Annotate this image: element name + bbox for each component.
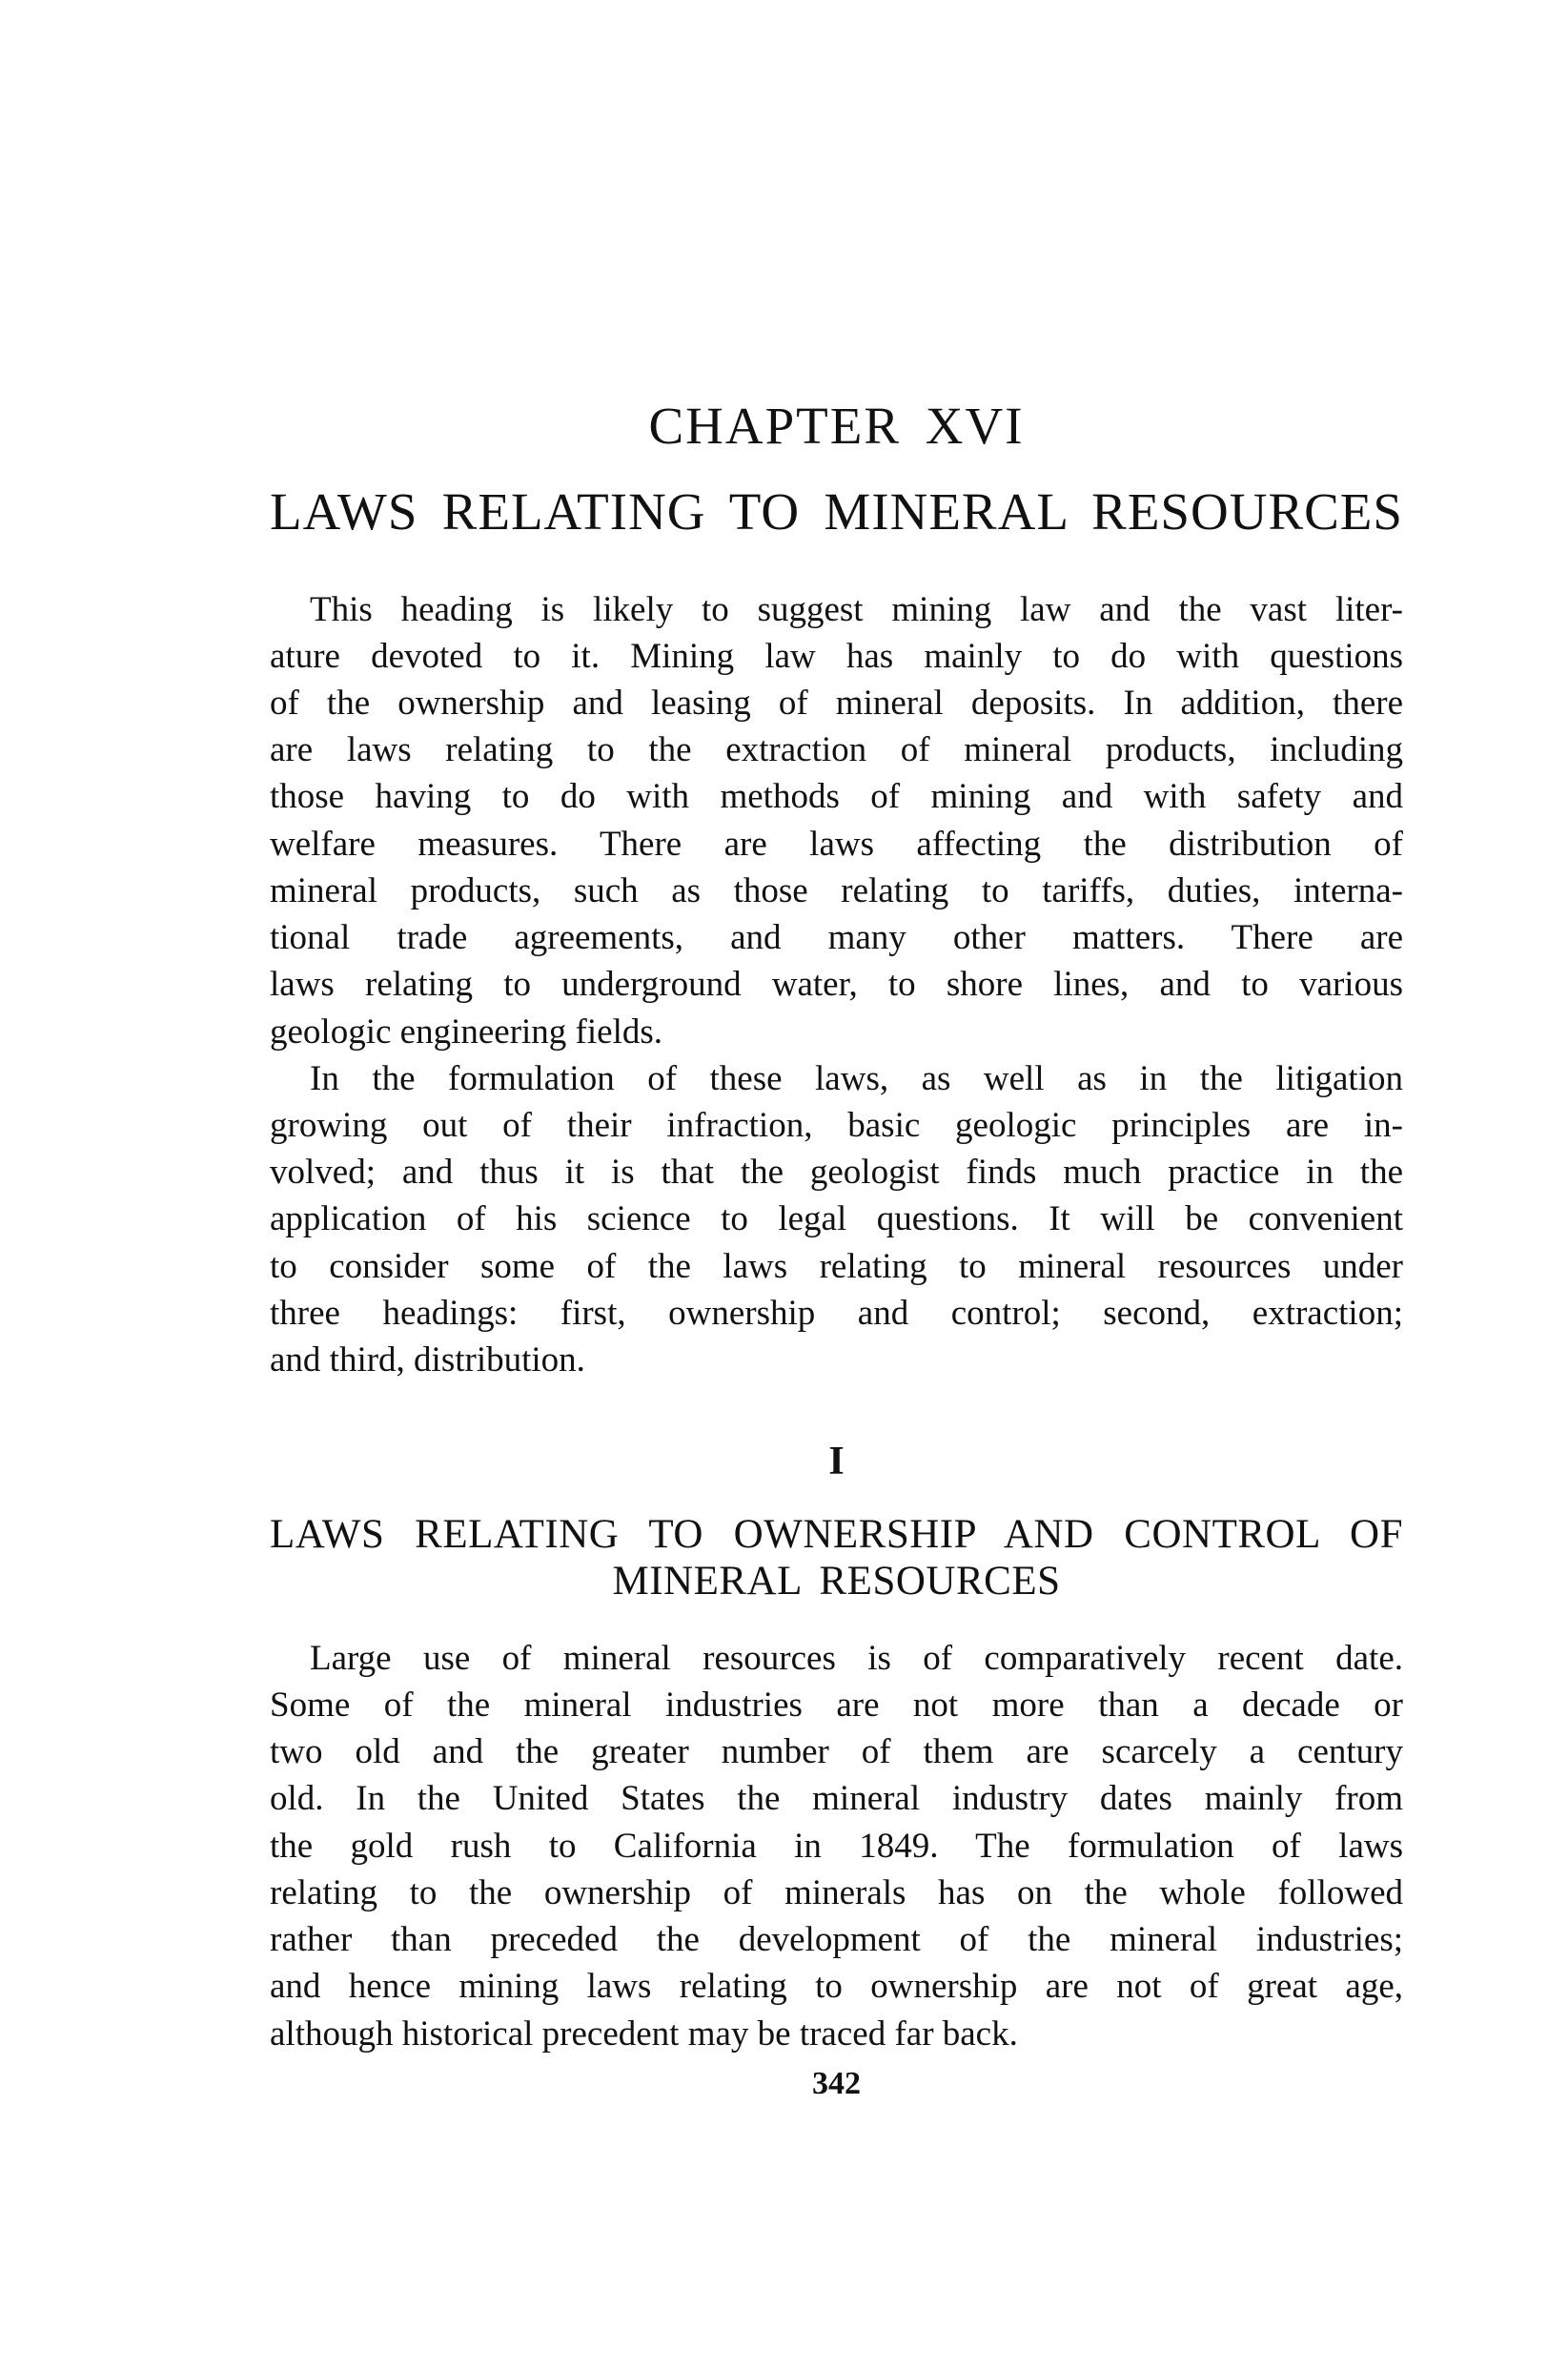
text-line: are laws relating to the extraction of mineral products, including xyxy=(270,730,1403,769)
text-line: laws relating to underground water, to shore lines, and to various xyxy=(270,965,1403,1004)
text-line: mineral products, such as those relating to tariffs, duties, interna- xyxy=(270,871,1403,910)
text-line: old. In the United States the mineral industry dates mainly from xyxy=(270,1779,1403,1818)
text-line: three headings: first, ownership and control; second, extraction; xyxy=(270,1294,1403,1333)
text-line: rather than preceded the development of the mineral industries; xyxy=(270,1920,1403,1959)
chapter-title xyxy=(270,482,1403,541)
text-line: the gold rush to California in 1849. The formulation of laws xyxy=(270,1827,1403,1866)
text-line: welfare measures. There are laws affecting the distribution of xyxy=(270,825,1403,864)
text-line: This heading is likely to suggest mining law and the vast liter- xyxy=(310,590,1403,629)
text-line: growing out of their infraction, basic geologic principles are in- xyxy=(270,1106,1403,1145)
page-number: 342 xyxy=(812,2066,861,2101)
text-line: of the ownership and leasing of mineral deposits. In addition, there xyxy=(270,684,1403,723)
text-line: relating to the ownership of minerals has on the whole followed xyxy=(270,1873,1403,1912)
text-line: two old and the greater number of them are scarcely a century xyxy=(270,1732,1403,1771)
chapter-number: CHAPTER XVI xyxy=(648,397,1025,455)
text-line: Large use of mineral resources is of comparatively recent date. xyxy=(310,1639,1403,1678)
text-line: Some of the mineral industries are not more than a decade or xyxy=(270,1686,1403,1725)
text-line: to consider some of the laws relating to mineral resources under xyxy=(270,1247,1403,1286)
text-line: geologic engineering fields. xyxy=(270,1012,663,1052)
text-line: volved; and thus it is that the geologist finds much practice in the xyxy=(270,1153,1403,1192)
text-line: although historical precedent may be traced far back. xyxy=(270,2014,1018,2054)
chapter-title-text: LAWS RELATING TO MINERAL RESOURCES xyxy=(270,482,1403,541)
text-line: those having to do with methods of mining and with safety and xyxy=(270,777,1403,816)
text-line: In the formulation of these laws, as well as in the litigation xyxy=(310,1059,1403,1098)
section-numeral: I xyxy=(828,1440,845,1483)
section-heading-line: MINERAL RESOURCES xyxy=(612,1559,1061,1604)
text-line: tional trade agreements, and many other matters. There are xyxy=(270,918,1403,957)
section-heading-line: LAWS RELATING TO OWNERSHIP AND CONTROL OF xyxy=(270,1512,1403,1557)
text-line: application of his science to legal questions. It will be convenient xyxy=(270,1199,1403,1238)
text-line: and hence mining laws relating to ownership are not of great age, xyxy=(270,1967,1403,2006)
text-line: ature devoted to it. Mining law has mainly to do with questions xyxy=(270,637,1403,676)
text-line: and third, distribution. xyxy=(270,1340,585,1380)
